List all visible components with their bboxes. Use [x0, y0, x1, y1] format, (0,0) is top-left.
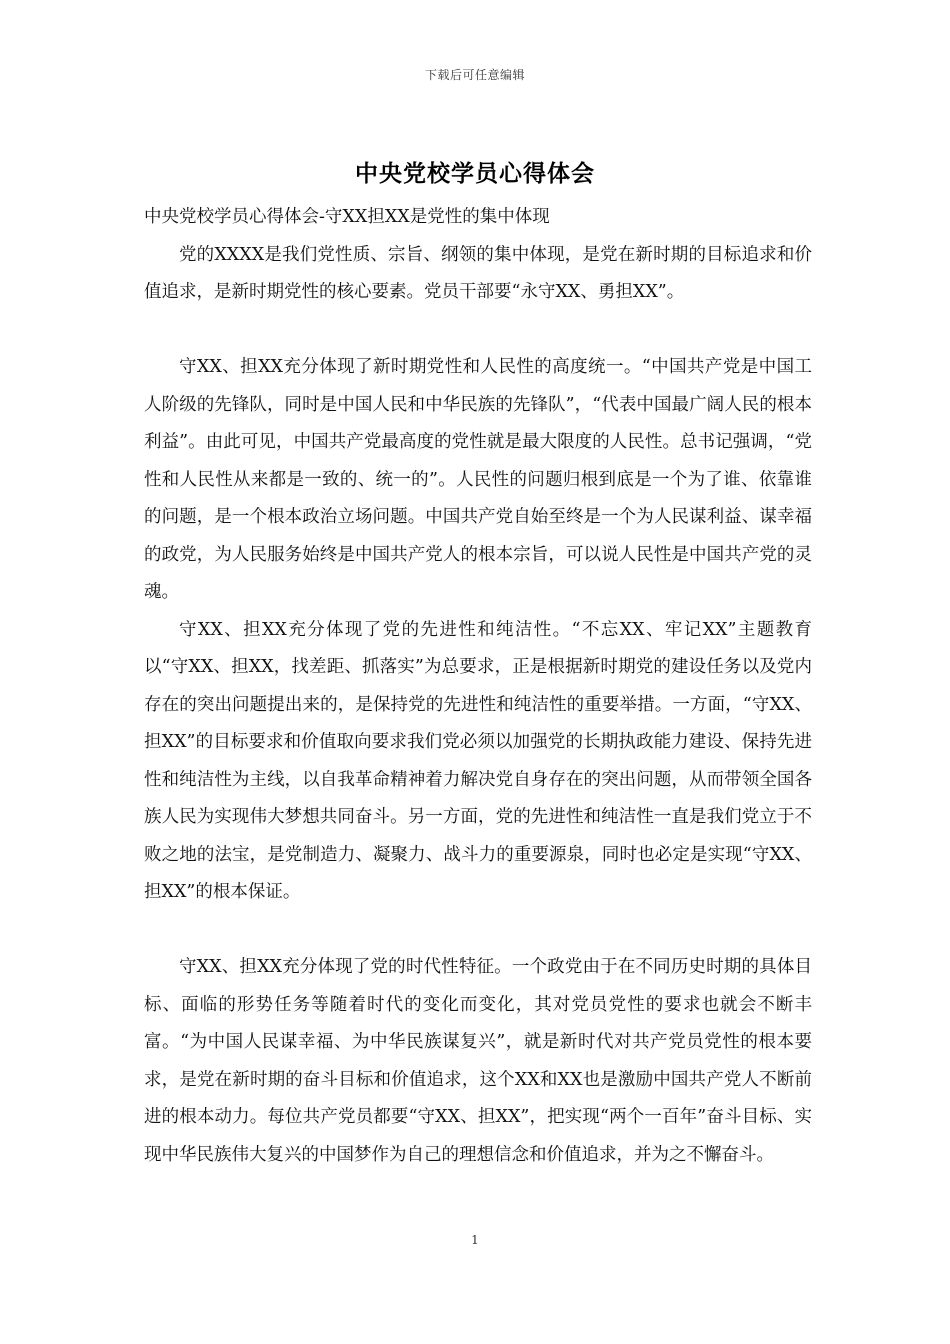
document-title: 中央党校学员心得体会: [355, 160, 595, 187]
document-body: [144, 199, 812, 1174]
paragraph-4: 守XX、担XX充分体现了党的时代性特征。一个政党由于在不同历史时期的具体目标、面临的形势任务等随着时代的变化而变化，其对党员党性的要求也就会不断丰富。“为中国人民谋幸福、为中华民族谋复兴”，就是新时代对共产党员党性的根本要求，是党在新时期的奋斗目标和价值追求，这个XX和XX也是激励中国共产党人不断前进的根本动力。每位共产党员都要“守XX、担XX”，把实现“两个一百年”奋斗目标、实现中华民族伟大复兴的中国梦作为自己的理想信念和价值追求，并为之不懈奋斗。: [144, 957, 812, 1165]
paragraph-spacer: [144, 312, 812, 350]
document-subtitle: 中央党校学员心得体会-守XX担XX是党性的集中体现: [144, 207, 550, 227]
header-note: 下载后可任意编辑: [424, 68, 525, 82]
paragraph-2: 守XX、担XX充分体现了新时期党性和人民性的高度统一。“中国共产党是中国工人阶级的先锋队，同时是中国人民和中华民族的先锋队”，“代表中国最广阔人民的根本利益”。由此可见，中国共产党最高度的党性就是最大限度的人民性。总书记强调，“党性和人民性从来都是一致的、统一的”。人民性的问题归根到底是一个为了谁、依靠谁的问题，是一个根本政治立场问题。中国共产党自始至终是一个为人民谋利益、谋幸福的政党，为人民服务始终是中国共产党人的根本宗旨，可以说人民性是中国共产党的灵魂。: [144, 357, 812, 602]
paragraph-spacer: [144, 912, 812, 950]
paragraph-3: 守XX、担XX充分体现了党的先进性和纯洁性。“不忘XX、牢记XX”主题教育以“守XX、担XX，找差距、抓落实”为总要求，正是根据新时期党的建设任务以及党内存在的突出问题提出来的，是保持党的先进性和纯洁性的重要举措。一方面，“守XX、担XX”的目标要求和价值取向要求我们党必须以加强党的长期执政能力建设、保持先进性和纯洁性为主线，以自我革命精神着力解决党自身存在的突出问题，从而带领全国各族人民为实现伟大梦想共同奋斗。另一方面，党的先进性和纯洁性一直是我们党立于不败之地的法宝，是党制造力、凝聚力、战斗力的重要源泉，同时也必定是实现“守XX、担XX”的根本保证。: [144, 619, 812, 902]
paragraph-1: 党的XXXX是我们党性质、宗旨、纲领的集中体现，是党在新时期的目标追求和价值追求，是新时期党性的核心要素。党员干部要“永守XX、勇担XX”。: [144, 244, 812, 302]
page-number: 1: [471, 1233, 479, 1247]
